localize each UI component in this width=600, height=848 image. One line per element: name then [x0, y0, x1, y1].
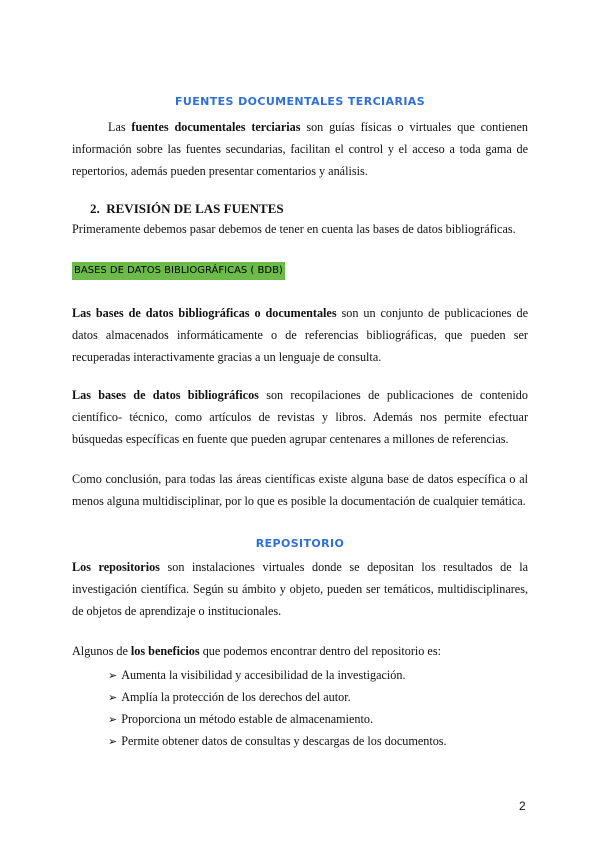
bold-term: Las bases de datos bibliográficos: [72, 388, 259, 402]
paragraph-repositorios: [72, 556, 528, 622]
list-item-text: Amplía la protección de los derechos del autor.: [121, 690, 351, 704]
text-span: son instalaciones virtuales donde se depositan los resultados de la investigación científica. Según su ámbito y objeto, pueden ser temáticos, multidisciplinares, de objetos de aprendizaje o institucionales.: [72, 560, 528, 618]
list-item-text: Proporciona un método estable de almacenamiento.: [121, 712, 374, 726]
text-span: que podemos encontrar dentro del repositorio es:: [199, 644, 441, 658]
list-item: [108, 686, 447, 708]
text-span: Algunos de: [72, 644, 131, 658]
paragraph-bdb-1: [72, 302, 528, 368]
list-item: [108, 708, 447, 730]
section-title-fuentes-terciarias: FUENTES DOCUMENTALES TERCIARIAS: [174, 95, 426, 108]
text-span: son recopilaciones de publicaciones de contenido científico- técnico, como artículos de revistas y libros. Además nos permite efectuar búsquedas específicas en fuente que pueden agrupar centenares a millones de referencias.: [72, 388, 528, 446]
arrow-bullet-icon: ➢: [108, 669, 118, 682]
list-item: [108, 730, 447, 752]
bold-term: fuentes documentales terciarias: [131, 120, 301, 134]
highlighted-heading-bdb: BASES DE DATOS BIBLIOGRÁFICAS ( BDB): [72, 262, 285, 280]
list-item-text: Aumenta la visibilidad y accesibilidad de la investigación.: [121, 668, 406, 682]
heading-revision-fuentes: [90, 201, 284, 217]
arrow-bullet-icon: ➢: [108, 691, 118, 704]
text-span: Las: [108, 120, 132, 134]
text-span: son guías físicas o virtuales que contienen información sobre las fuentes secundarias, facilitan el control y el acceso a toda gama de repertorios, además pueden presentar comentarios y análisis.: [72, 120, 528, 178]
paragraph-bdb-2: [72, 384, 528, 450]
paragraph-conclusion: Como conclusión, para todas las áreas científicas existe alguna base de datos específica o al menos alguna multidisciplinar, por lo que es posible la documentación de cualquier temática.: [72, 472, 528, 508]
text-span: son un conjunto de publicaciones de datos almacenados informáticamente o de referencias bibliográficas, que pueden ser recuperadas interactivamente gracias a un lenguaje de consulta.: [72, 306, 528, 364]
bold-term: Los repositorios: [72, 560, 160, 574]
arrow-bullet-icon: ➢: [108, 713, 118, 726]
list-item-text: Permite obtener datos de consultas y descargas de los documentos.: [121, 734, 447, 748]
list-item: [108, 664, 447, 686]
benefits-list: [108, 664, 447, 752]
paragraph-intro: Primeramente debemos pasar debemos de tener en cuenta las bases de datos bibliográficas.: [72, 222, 516, 236]
paragraph-fuentes-terciarias: [72, 116, 528, 182]
section-title-repositorio: REPOSITORIO: [255, 537, 345, 550]
heading-number: 2.: [90, 201, 100, 216]
heading-text: REVISIÓN DE LAS FUENTES: [106, 201, 284, 216]
bold-term: Las bases de datos bibliográficas o documentales: [72, 306, 337, 320]
page-number: 2: [519, 799, 526, 813]
paragraph-beneficios: [72, 640, 528, 662]
bold-term: los beneficios: [130, 644, 200, 658]
arrow-bullet-icon: ➢: [108, 735, 118, 748]
